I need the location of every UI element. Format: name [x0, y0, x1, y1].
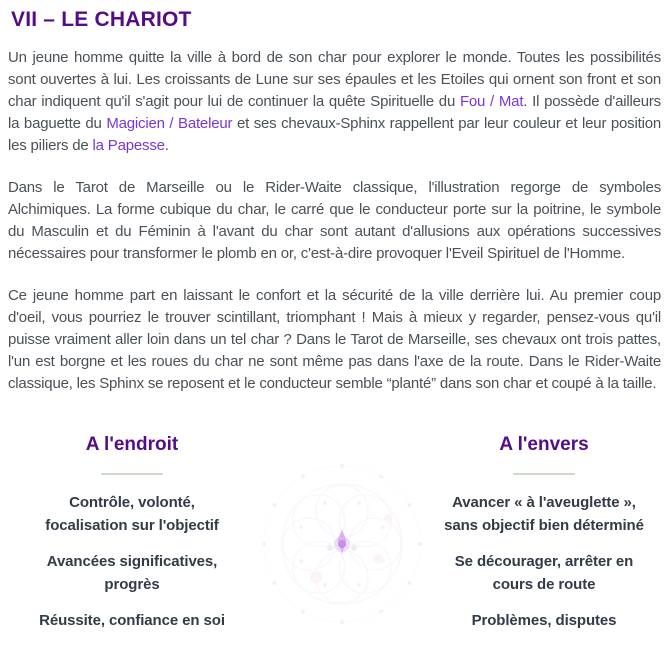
mandala-center	[327, 530, 357, 554]
paragraph-intro	[8, 47, 661, 157]
paragraph-text: .	[164, 137, 169, 154]
reversed-heading: A l'envers	[499, 434, 589, 455]
link-la-papesse[interactable]: la Papesse	[92, 137, 165, 154]
paragraph-text: et ses chevaux-Sphinx rappellent par leur couleur et leur position les piliers de	[8, 115, 661, 154]
link-fou-mat[interactable]: Fou / Mat	[459, 93, 524, 110]
reversed-item: Problèmes, disputes	[471, 612, 617, 629]
paragraph-text: Un jeune homme quitte la ville à bord de son char pour explorer le monde. Toutes les possibilités sont ouvertes à lui. Les croissants de Lune sur ses épaules et les Etoiles qui ornent son front et son char indiquent qu'il s'agit pour lui de continuer la quête Spirituelle du	[8, 49, 661, 110]
reversed-item: Se décourager, arrêter en cours de route	[454, 553, 634, 593]
reversed-item: Avancer « à l'aveuglette », sans objectif bien déterminé	[444, 494, 644, 534]
divider	[513, 473, 575, 475]
paragraph-text: . Il possède d'ailleurs la baguette du	[8, 93, 661, 132]
paragraph-critique: Ce jeune homme part en laissant le confort et la sécurité de la ville derrière lui. Au premier coup d'oeil, vous pourriez le trouver scintillant, triomphant ! Mais à mieux y regarder, pensez-vous qu'il puisse vraiment aller loin dans un tel char ? Dans le Tarot de Marseille, ses chevaux ont trois pattes, l'un est borgne et les roues du char ne sont même pas dans l'axe de la route. Dans le Rider-Waite classique, les Sphinx se reposent et le conducteur semble “planté” dans son char et coupé à la taille.	[8, 287, 661, 392]
reversed-column	[427, 433, 661, 645]
mandala-watermark-icon	[257, 459, 427, 629]
upright-item: Avancées significatives, progrès	[46, 553, 218, 593]
upright-column	[8, 433, 256, 645]
paragraph-symbols: Dans le Tarot de Marseille ou le Rider-Waite classique, l'illustration regorge de symboles Alchimiques. La forme cubique du char, le carré que le conducteur porte sur la poitrine, le symbole du Masculin et du Féminin à l'avant du char sont autant d'allusions aux opérations successives nécessaires pour transformer le plomb en or, c'est-à-dire provoquer l'Eveil Spirituel de l'Homme.	[8, 179, 661, 262]
upright-heading: A l'endroit	[85, 434, 179, 455]
link-magicien-bateleur[interactable]: Magicien / Bateleur	[106, 115, 233, 132]
card-watermark-area	[256, 433, 427, 645]
meanings-section	[8, 433, 661, 645]
page-title: VII – LE CHARIOT	[11, 8, 192, 31]
upright-item: Réussite, confiance en soi	[39, 612, 225, 629]
upright-item: Contrôle, volonté, focalisation sur l'objectif	[45, 494, 219, 534]
divider	[101, 473, 163, 475]
